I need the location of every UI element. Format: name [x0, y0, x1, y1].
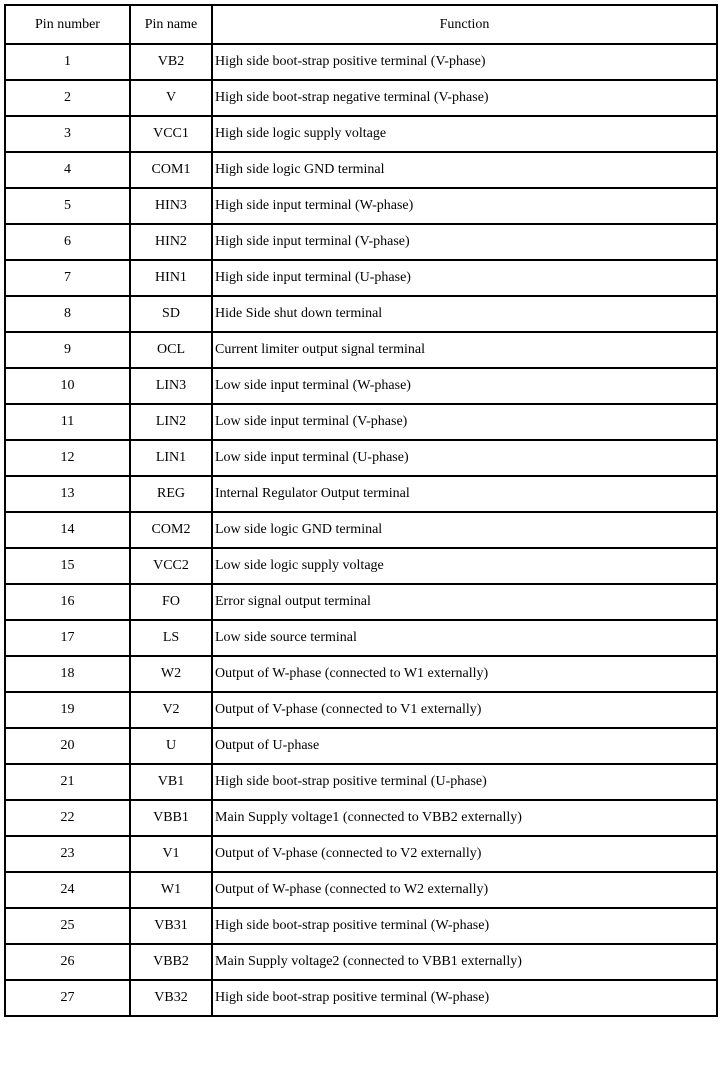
header-pin-name: Pin name [130, 5, 212, 44]
table-row [5, 764, 717, 800]
pin-number-cell: 3 [5, 116, 130, 152]
pin-function-cell: Internal Regulator Output terminal [212, 476, 717, 512]
table-row [5, 44, 717, 80]
pin-function-cell: Output of V-phase (connected to V2 externally) [212, 836, 717, 872]
pin-name-cell: VCC1 [130, 116, 212, 152]
header-function: Function [212, 5, 717, 44]
pin-function-cell: High side input terminal (V-phase) [212, 224, 717, 260]
pin-number-cell: 5 [5, 188, 130, 224]
pin-function-cell: High side logic supply voltage [212, 116, 717, 152]
pin-name-cell: VB2 [130, 44, 212, 80]
pin-function-cell: Error signal output terminal [212, 584, 717, 620]
table-row [5, 224, 717, 260]
pin-number-cell: 8 [5, 296, 130, 332]
pin-number-cell: 21 [5, 764, 130, 800]
pin-name-cell: COM1 [130, 152, 212, 188]
pin-number-cell: 1 [5, 44, 130, 80]
pin-function-cell: Low side input terminal (U-phase) [212, 440, 717, 476]
pin-name-cell: V1 [130, 836, 212, 872]
table-row [5, 404, 717, 440]
table-row [5, 296, 717, 332]
pin-function-cell: Hide Side shut down terminal [212, 296, 717, 332]
table-row [5, 656, 717, 692]
table-row [5, 908, 717, 944]
table-row [5, 440, 717, 476]
header-pin-number: Pin number [5, 5, 130, 44]
pin-function-cell: Output of W-phase (connected to W1 externally) [212, 656, 717, 692]
pin-name-cell: V2 [130, 692, 212, 728]
table-row [5, 368, 717, 404]
pin-function-table [4, 4, 718, 1017]
pin-function-cell: Current limiter output signal terminal [212, 332, 717, 368]
pin-function-cell: Main Supply voltage2 (connected to VBB1 externally) [212, 944, 717, 980]
pin-function-cell: Low side source terminal [212, 620, 717, 656]
pin-name-cell: W1 [130, 872, 212, 908]
pin-number-cell: 20 [5, 728, 130, 764]
table-row [5, 728, 717, 764]
pin-name-cell: HIN2 [130, 224, 212, 260]
pin-name-cell: U [130, 728, 212, 764]
table-row [5, 332, 717, 368]
pin-name-cell: VB1 [130, 764, 212, 800]
pin-number-cell: 11 [5, 404, 130, 440]
table-row [5, 188, 717, 224]
table-row [5, 548, 717, 584]
pin-function-cell: Output of W-phase (connected to W2 externally) [212, 872, 717, 908]
pin-function-cell: High side boot-strap positive terminal (W-phase) [212, 980, 717, 1016]
pin-number-cell: 6 [5, 224, 130, 260]
pin-number-cell: 10 [5, 368, 130, 404]
table-row [5, 80, 717, 116]
pin-name-cell: VCC2 [130, 548, 212, 584]
pin-name-cell: LIN3 [130, 368, 212, 404]
pin-number-cell: 12 [5, 440, 130, 476]
table-row [5, 836, 717, 872]
pin-function-cell: High side boot-strap positive terminal (V-phase) [212, 44, 717, 80]
pin-number-cell: 4 [5, 152, 130, 188]
table-row [5, 692, 717, 728]
pin-function-cell: High side input terminal (W-phase) [212, 188, 717, 224]
table-row [5, 584, 717, 620]
table-row [5, 980, 717, 1016]
pin-number-cell: 16 [5, 584, 130, 620]
pin-number-cell: 24 [5, 872, 130, 908]
pin-number-cell: 22 [5, 800, 130, 836]
table-body [5, 44, 717, 1016]
pin-number-cell: 7 [5, 260, 130, 296]
pin-number-cell: 15 [5, 548, 130, 584]
pin-function-cell: Low side input terminal (W-phase) [212, 368, 717, 404]
pin-name-cell: COM2 [130, 512, 212, 548]
table-row [5, 152, 717, 188]
table-row [5, 116, 717, 152]
pin-function-cell: High side input terminal (U-phase) [212, 260, 717, 296]
pin-name-cell: OCL [130, 332, 212, 368]
pin-name-cell: FO [130, 584, 212, 620]
pin-number-cell: 27 [5, 980, 130, 1016]
pin-name-cell: VB32 [130, 980, 212, 1016]
header-row [5, 5, 717, 44]
pin-function-cell: Main Supply voltage1 (connected to VBB2 externally) [212, 800, 717, 836]
pin-name-cell: VB31 [130, 908, 212, 944]
pin-number-cell: 23 [5, 836, 130, 872]
pin-function-cell: High side boot-strap positive terminal (U-phase) [212, 764, 717, 800]
pin-number-cell: 19 [5, 692, 130, 728]
pin-number-cell: 17 [5, 620, 130, 656]
pin-name-cell: LIN1 [130, 440, 212, 476]
table-row [5, 800, 717, 836]
pin-number-cell: 26 [5, 944, 130, 980]
pin-name-cell: SD [130, 296, 212, 332]
pin-function-cell: High side boot-strap negative terminal (V-phase) [212, 80, 717, 116]
pin-function-cell: High side boot-strap positive terminal (W-phase) [212, 908, 717, 944]
pin-name-cell: HIN3 [130, 188, 212, 224]
table-row [5, 260, 717, 296]
pin-number-cell: 25 [5, 908, 130, 944]
table-header [5, 5, 717, 44]
table-row [5, 512, 717, 548]
pin-function-cell: Output of V-phase (connected to V1 externally) [212, 692, 717, 728]
pin-name-cell: VBB2 [130, 944, 212, 980]
pin-number-cell: 2 [5, 80, 130, 116]
table-row [5, 944, 717, 980]
pin-function-cell: Output of U-phase [212, 728, 717, 764]
pin-function-cell: High side logic GND terminal [212, 152, 717, 188]
pin-function-cell: Low side input terminal (V-phase) [212, 404, 717, 440]
pin-name-cell: HIN1 [130, 260, 212, 296]
pin-name-cell: REG [130, 476, 212, 512]
table-row [5, 872, 717, 908]
pin-number-cell: 13 [5, 476, 130, 512]
pin-function-cell: Low side logic supply voltage [212, 548, 717, 584]
pin-name-cell: W2 [130, 656, 212, 692]
pin-number-cell: 9 [5, 332, 130, 368]
table-row [5, 476, 717, 512]
pin-name-cell: LIN2 [130, 404, 212, 440]
pin-name-cell: LS [130, 620, 212, 656]
pin-name-cell: V [130, 80, 212, 116]
pin-number-cell: 18 [5, 656, 130, 692]
table-row [5, 620, 717, 656]
pin-name-cell: VBB1 [130, 800, 212, 836]
pin-function-cell: Low side logic GND terminal [212, 512, 717, 548]
pin-number-cell: 14 [5, 512, 130, 548]
